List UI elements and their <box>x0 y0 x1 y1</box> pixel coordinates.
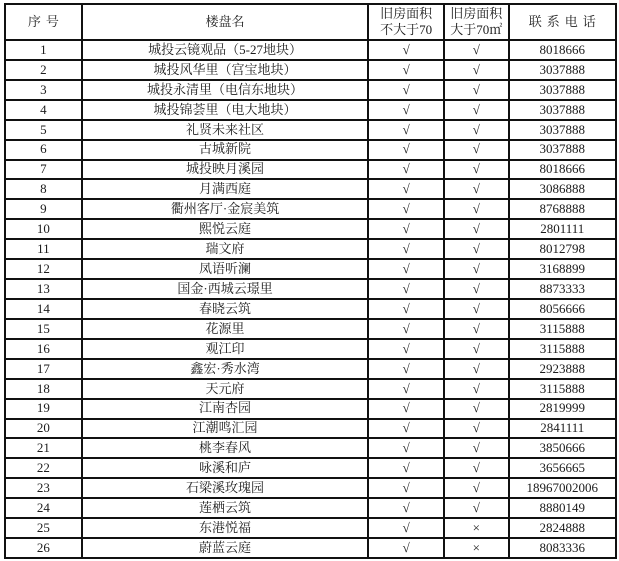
area-gt70-mark-cell: √ <box>444 478 508 498</box>
phone-number-cell: 3168899 <box>509 259 616 279</box>
serial-number-cell: 5 <box>5 120 82 140</box>
table-row <box>5 458 616 478</box>
area-gt70-mark-cell: √ <box>444 319 508 339</box>
area-le70-mark-cell: √ <box>368 160 444 180</box>
property-name-cell: 城投锦荟里（电大地块） <box>82 100 369 120</box>
area-le70-mark-cell: √ <box>368 279 444 299</box>
table-row <box>5 319 616 339</box>
phone-number-cell: 3037888 <box>509 60 616 80</box>
table-row <box>5 538 616 558</box>
area-gt70-mark-cell: × <box>444 538 508 558</box>
header-old-area-gt70 <box>444 4 508 40</box>
area-le70-mark-cell: √ <box>368 219 444 239</box>
area-le70-mark-cell: √ <box>368 239 444 259</box>
phone-number-cell: 8018666 <box>509 160 616 180</box>
serial-number-cell: 2 <box>5 60 82 80</box>
area-gt70-mark-cell: √ <box>444 438 508 458</box>
header-old-area-gt70-line2: 大于70㎡ <box>450 22 503 37</box>
area-gt70-mark-cell: √ <box>444 160 508 180</box>
property-name-cell: 春晓云筑 <box>82 299 369 319</box>
area-gt70-mark-cell: × <box>444 518 508 538</box>
phone-number-cell: 3037888 <box>509 100 616 120</box>
serial-number-cell: 15 <box>5 319 82 339</box>
table-row <box>5 438 616 458</box>
area-le70-mark-cell: √ <box>368 458 444 478</box>
property-name-cell: 江潮鸣汇园 <box>82 419 369 439</box>
table-row <box>5 199 616 219</box>
area-gt70-mark-cell: √ <box>444 458 508 478</box>
phone-number-cell: 8880149 <box>509 498 616 518</box>
serial-number-cell: 24 <box>5 498 82 518</box>
property-name-cell: 咏溪和庐 <box>82 458 369 478</box>
table-row <box>5 80 616 100</box>
area-le70-mark-cell: √ <box>368 518 444 538</box>
area-gt70-mark-cell: √ <box>444 219 508 239</box>
area-gt70-mark-cell: √ <box>444 299 508 319</box>
phone-number-cell: 3115888 <box>509 339 616 359</box>
serial-number-cell: 10 <box>5 219 82 239</box>
property-name-cell: 桃李春风 <box>82 438 369 458</box>
serial-number-cell: 6 <box>5 140 82 160</box>
serial-number-cell: 22 <box>5 458 82 478</box>
serial-number-cell: 18 <box>5 379 82 399</box>
phone-number-cell: 3115888 <box>509 379 616 399</box>
area-le70-mark-cell: √ <box>368 100 444 120</box>
property-listing-table <box>4 3 617 559</box>
serial-number-cell: 20 <box>5 419 82 439</box>
header-contact-phone: 联系电话 <box>509 4 616 40</box>
property-name-cell: 礼贤未来社区 <box>82 120 369 140</box>
property-name-cell: 石梁溪玫瑰园 <box>82 478 369 498</box>
table-row <box>5 259 616 279</box>
table-row <box>5 419 616 439</box>
property-name-cell: 鑫宏·秀水湾 <box>82 359 369 379</box>
phone-number-cell: 3037888 <box>509 80 616 100</box>
area-le70-mark-cell: √ <box>368 179 444 199</box>
table-row <box>5 120 616 140</box>
area-gt70-mark-cell: √ <box>444 80 508 100</box>
property-name-cell: 熙悦云庭 <box>82 219 369 239</box>
area-gt70-mark-cell: √ <box>444 259 508 279</box>
serial-number-cell: 13 <box>5 279 82 299</box>
table-row <box>5 478 616 498</box>
property-name-cell: 城投风华里（宫宝地块） <box>82 60 369 80</box>
phone-number-cell: 2819999 <box>509 399 616 419</box>
phone-number-cell: 18967002006 <box>509 478 616 498</box>
property-name-cell: 瑞文府 <box>82 239 369 259</box>
table-row <box>5 339 616 359</box>
table-row <box>5 100 616 120</box>
area-le70-mark-cell: √ <box>368 120 444 140</box>
area-le70-mark-cell: √ <box>368 60 444 80</box>
area-le70-mark-cell: √ <box>368 438 444 458</box>
phone-number-cell: 2841111 <box>509 419 616 439</box>
table-row <box>5 160 616 180</box>
serial-number-cell: 12 <box>5 259 82 279</box>
phone-number-cell: 2824888 <box>509 518 616 538</box>
area-gt70-mark-cell: √ <box>444 140 508 160</box>
area-gt70-mark-cell: √ <box>444 399 508 419</box>
property-name-cell: 江南杏园 <box>82 399 369 419</box>
area-le70-mark-cell: √ <box>368 379 444 399</box>
area-gt70-mark-cell: √ <box>444 40 508 60</box>
property-name-cell: 天元府 <box>82 379 369 399</box>
header-old-area-le70-line1: 旧房面积 <box>380 6 433 21</box>
table-body <box>5 40 616 558</box>
property-name-cell: 月满西庭 <box>82 179 369 199</box>
area-gt70-mark-cell: √ <box>444 60 508 80</box>
property-name-cell: 东港悦福 <box>82 518 369 538</box>
property-name-cell: 观江印 <box>82 339 369 359</box>
area-le70-mark-cell: √ <box>368 319 444 339</box>
area-le70-mark-cell: √ <box>368 299 444 319</box>
phone-number-cell: 3115888 <box>509 319 616 339</box>
header-serial-number: 序号 <box>5 4 82 40</box>
serial-number-cell: 7 <box>5 160 82 180</box>
phone-number-cell: 8018666 <box>509 40 616 60</box>
table-row <box>5 40 616 60</box>
area-gt70-mark-cell: √ <box>444 279 508 299</box>
phone-number-cell: 3037888 <box>509 140 616 160</box>
serial-number-cell: 25 <box>5 518 82 538</box>
phone-number-cell: 3037888 <box>509 120 616 140</box>
area-gt70-mark-cell: √ <box>444 100 508 120</box>
table-row <box>5 359 616 379</box>
phone-number-cell: 3850666 <box>509 438 616 458</box>
property-name-cell: 衢州客厅·金宸美筑 <box>82 199 369 219</box>
phone-number-cell: 8768888 <box>509 199 616 219</box>
property-name-cell: 凤语听澜 <box>82 259 369 279</box>
header-property-name: 楼盘名 <box>82 4 369 40</box>
table-header <box>5 4 616 40</box>
area-le70-mark-cell: √ <box>368 339 444 359</box>
serial-number-cell: 9 <box>5 199 82 219</box>
area-le70-mark-cell: √ <box>368 140 444 160</box>
area-gt70-mark-cell: √ <box>444 239 508 259</box>
phone-number-cell: 8056666 <box>509 299 616 319</box>
area-le70-mark-cell: √ <box>368 40 444 60</box>
phone-number-cell: 2923888 <box>509 359 616 379</box>
area-le70-mark-cell: √ <box>368 538 444 558</box>
area-gt70-mark-cell: √ <box>444 339 508 359</box>
property-name-cell: 蔚蓝云庭 <box>82 538 369 558</box>
serial-number-cell: 11 <box>5 239 82 259</box>
serial-number-cell: 16 <box>5 339 82 359</box>
table-row <box>5 399 616 419</box>
property-name-cell: 花源里 <box>82 319 369 339</box>
area-le70-mark-cell: √ <box>368 399 444 419</box>
header-row <box>5 4 616 40</box>
phone-number-cell: 8083336 <box>509 538 616 558</box>
table-row <box>5 379 616 399</box>
serial-number-cell: 8 <box>5 179 82 199</box>
table-row <box>5 299 616 319</box>
area-le70-mark-cell: √ <box>368 80 444 100</box>
property-name-cell: 国金·西城云璟里 <box>82 279 369 299</box>
serial-number-cell: 14 <box>5 299 82 319</box>
area-gt70-mark-cell: √ <box>444 199 508 219</box>
serial-number-cell: 23 <box>5 478 82 498</box>
area-gt70-mark-cell: √ <box>444 498 508 518</box>
area-le70-mark-cell: √ <box>368 419 444 439</box>
serial-number-cell: 1 <box>5 40 82 60</box>
phone-number-cell: 3656665 <box>509 458 616 478</box>
area-le70-mark-cell: √ <box>368 199 444 219</box>
table-row <box>5 219 616 239</box>
serial-number-cell: 26 <box>5 538 82 558</box>
table-row <box>5 498 616 518</box>
table-row <box>5 279 616 299</box>
serial-number-cell: 4 <box>5 100 82 120</box>
header-old-area-le70-line2: 不大于70 <box>380 22 433 37</box>
table-row <box>5 518 616 538</box>
property-name-cell: 莲栖云筑 <box>82 498 369 518</box>
property-name-cell: 城投永清里（电信东地块） <box>82 80 369 100</box>
table-row <box>5 179 616 199</box>
serial-number-cell: 3 <box>5 80 82 100</box>
phone-number-cell: 3086888 <box>509 179 616 199</box>
table-row <box>5 239 616 259</box>
serial-number-cell: 21 <box>5 438 82 458</box>
property-name-cell: 城投映月溪园 <box>82 160 369 180</box>
phone-number-cell: 2801111 <box>509 219 616 239</box>
property-name-cell: 古城新院 <box>82 140 369 160</box>
area-gt70-mark-cell: √ <box>444 419 508 439</box>
area-gt70-mark-cell: √ <box>444 379 508 399</box>
area-gt70-mark-cell: √ <box>444 359 508 379</box>
table-row <box>5 140 616 160</box>
header-old-area-gt70-line1: 旧房面积 <box>450 6 503 21</box>
phone-number-cell: 8012798 <box>509 239 616 259</box>
serial-number-cell: 17 <box>5 359 82 379</box>
area-le70-mark-cell: √ <box>368 259 444 279</box>
serial-number-cell: 19 <box>5 399 82 419</box>
phone-number-cell: 8873333 <box>509 279 616 299</box>
table-row <box>5 60 616 80</box>
area-gt70-mark-cell: √ <box>444 179 508 199</box>
area-gt70-mark-cell: √ <box>444 120 508 140</box>
area-le70-mark-cell: √ <box>368 478 444 498</box>
area-le70-mark-cell: √ <box>368 498 444 518</box>
header-old-area-le70 <box>368 4 444 40</box>
property-name-cell: 城投云镜观品（5-27地块） <box>82 40 369 60</box>
area-le70-mark-cell: √ <box>368 359 444 379</box>
